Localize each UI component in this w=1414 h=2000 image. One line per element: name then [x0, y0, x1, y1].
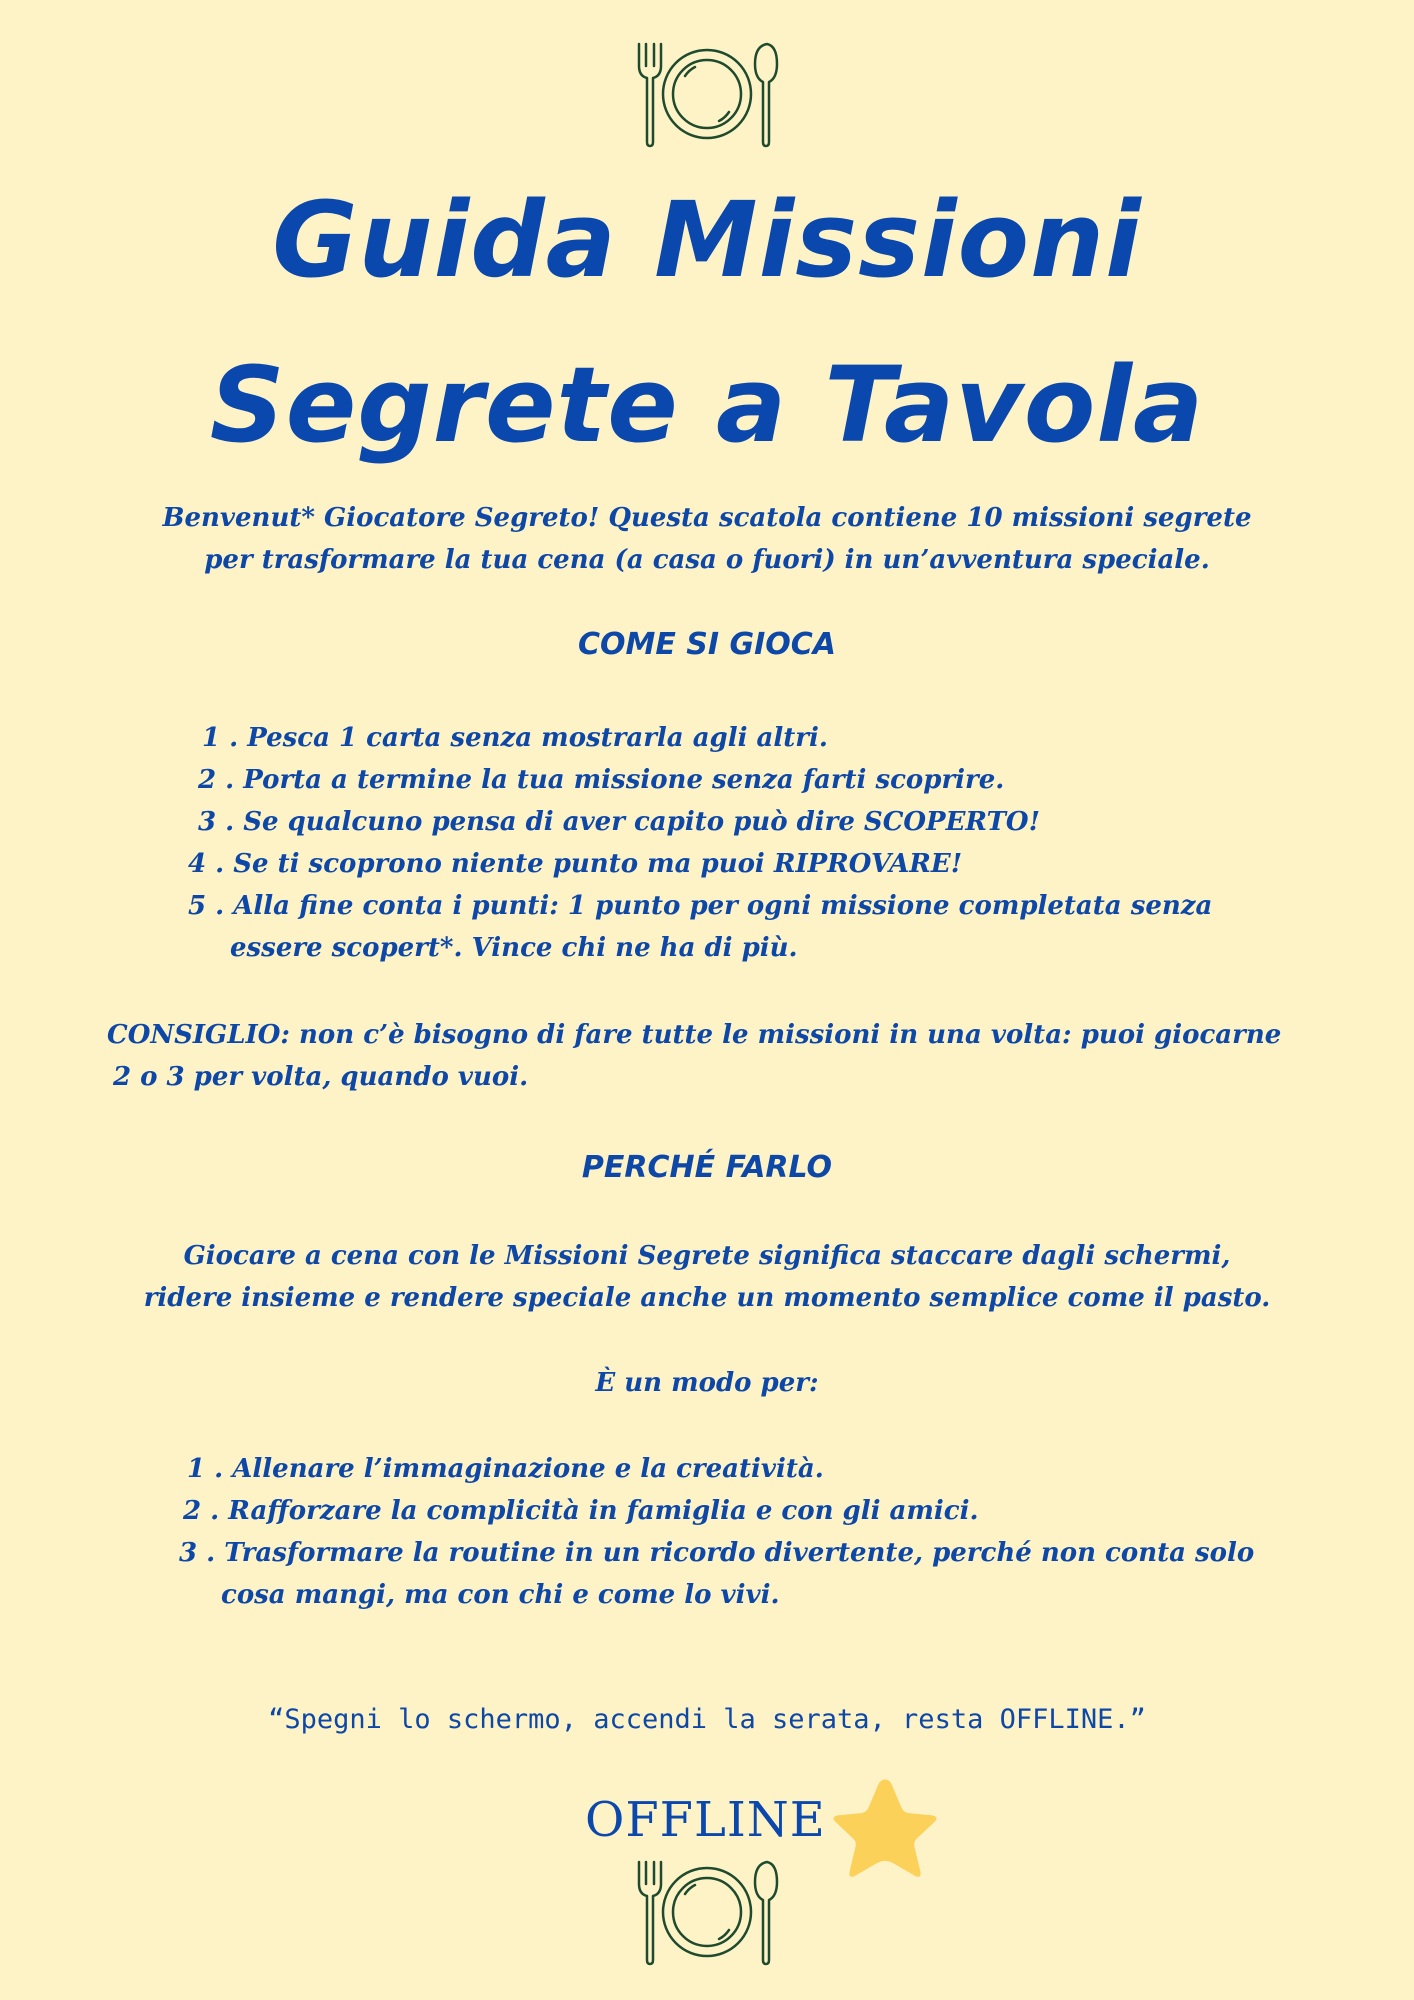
section-heading-how-to-play: COME SI GIOCA	[577, 627, 837, 662]
list-item: 3 . Trasformare la routine in un ricordo divertente, perché non conta solo	[179, 1538, 1255, 1568]
why-line-2: ridere insieme e rendere speciale anche un momento semplice come il pasto.	[143, 1283, 1271, 1313]
plate-fork-spoon-icon	[629, 1858, 785, 1966]
tip-line-2: 2 o 3 per volta, quando vuoi.	[113, 1062, 529, 1092]
intro-line-1: Benvenut* Giocatore Segreto! Questa scatola contiene 10 missioni segrete	[162, 503, 1252, 533]
intro-line-2: per trasformare la tua cena (a casa o fuori) in un’avventura speciale.	[204, 545, 1210, 575]
list-item: 1 . Pesca 1 carta senza mostrarla agli altri.	[202, 723, 828, 753]
plate-fork-spoon-icon	[629, 40, 785, 148]
list-item-continuation: cosa mangi, ma con chi e come lo vivi.	[221, 1580, 780, 1610]
benefits-list	[179, 1448, 1255, 1616]
list-item: 3 . Se qualcuno pensa di aver capito può dire SCOPERTO!	[198, 807, 1040, 837]
list-item: 2 . Rafforzare la complicità in famiglia e con gli amici.	[183, 1496, 979, 1526]
section-heading-why: PERCHÉ FARLO	[581, 1150, 833, 1185]
closing-quote: “Spegni lo schermo, accendi la serata, resta OFFLINE.”	[268, 1704, 1146, 1735]
list-item-continuation: essere scopert*. Vince chi ne ha di più.	[230, 933, 798, 963]
list-item: 1 . Allenare l’immaginazione e la creatività.	[187, 1454, 824, 1484]
brand-wordmark: OFFLINE	[585, 1792, 826, 1848]
page-title-line-1: Guida Missioni	[272, 179, 1142, 301]
why-line-1: Giocare a cena con le Missioni Segrete significa staccare dagli schermi,	[183, 1241, 1231, 1271]
star-icon	[826, 1770, 944, 1888]
tip-line-1: CONSIGLIO: non c’è bisogno di fare tutte le missioni in una volta: puoi giocarne	[107, 1020, 1282, 1050]
list-item: 4 . Se ti scoprono niente punto ma puoi RIPROVARE!	[188, 849, 963, 879]
page-title-line-2: Segrete a Tavola	[209, 344, 1205, 466]
list-item: 2 . Porta a termine la tua missione senza farti scoprire.	[198, 765, 1005, 795]
list-item: 5 . Alla fine conta i punti: 1 punto per ogni missione completata senza	[188, 891, 1213, 921]
why-subheading: È un modo per:	[595, 1368, 819, 1398]
how-to-play-list	[188, 717, 1213, 969]
